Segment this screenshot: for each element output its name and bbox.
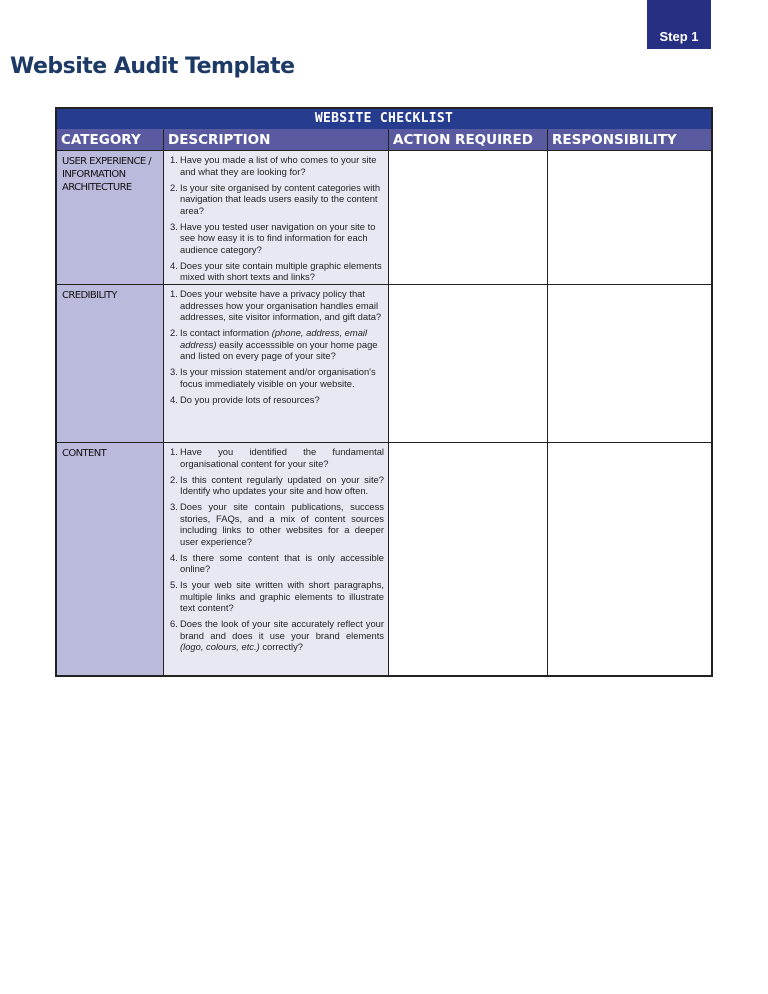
item-text	[180, 154, 384, 177]
item-number: 2.	[170, 327, 178, 338]
item-text-part: Have you tested user navigation on your site to see how easy it is to find information for each audience category?	[180, 220, 376, 255]
item-text-part: Does the look of your site accurately reflect your brand and does it use your brand elements	[180, 618, 384, 641]
item-text	[180, 446, 384, 469]
item-number: 5.	[170, 579, 178, 590]
item-text-part: Is your web site written with short paragraphs, multiple links and graphic elements to illustrate text content?	[180, 579, 384, 613]
item-number: 1.	[170, 446, 178, 457]
page-title: Website Audit Template	[10, 54, 295, 79]
checklist-item	[170, 552, 384, 575]
header-action-required: ACTION REQUIRED	[389, 129, 548, 150]
checklist-item	[170, 394, 384, 406]
category-cell: CONTENT	[57, 443, 164, 675]
item-text-part: Does your site contain publications, success stories, FAQs, and a mix of content sources including links to other websites for a deeper user experience?	[180, 501, 384, 547]
item-text-part: Is this content regularly updated on your site? Identify who updates your site and how often.	[180, 473, 384, 496]
checklist-item	[170, 288, 384, 323]
table-title: WEBSITE CHECKLIST	[57, 109, 711, 129]
responsibility-cell[interactable]	[548, 443, 711, 675]
action-required-cell[interactable]	[389, 151, 548, 284]
description-cell	[164, 151, 389, 284]
checklist-item	[170, 327, 384, 362]
table-header-row	[57, 129, 711, 150]
item-text	[180, 260, 384, 283]
item-number: 2.	[170, 473, 178, 485]
item-number: 4.	[170, 551, 178, 563]
item-text-part: Is your mission statement and/or organisation's focus immediately visible on your website.	[180, 366, 376, 389]
item-number: 4.	[170, 259, 178, 271]
item-text-part: Does your website have a privacy policy that addresses how your organisation handles email addresses, site visitor information, and gift data?	[180, 288, 382, 322]
item-text	[180, 288, 384, 323]
checklist-item	[170, 366, 384, 389]
checklist-item	[170, 579, 384, 614]
checklist-item	[170, 501, 384, 547]
item-text-part: Is your site organised by content categories with navigation that leads users easily to the content area?	[180, 181, 381, 216]
responsibility-cell[interactable]	[548, 151, 711, 284]
description-cell	[164, 285, 389, 442]
checklist-item	[170, 618, 384, 653]
item-text	[180, 394, 384, 406]
item-number: 3.	[170, 220, 178, 232]
item-text-part: Does your site contain multiple graphic elements mixed with short texts and links?	[180, 259, 382, 282]
item-number: 1.	[170, 288, 178, 299]
item-text	[180, 552, 384, 575]
description-cell	[164, 443, 389, 675]
table-row	[57, 442, 711, 675]
item-text	[180, 366, 384, 389]
category-cell: CREDIBILITY	[57, 285, 164, 442]
item-text-part: correctly?	[259, 641, 303, 652]
item-text-part: Have you identified the fundamental organisational content for your site?	[180, 446, 384, 469]
checklist-item	[170, 260, 384, 283]
website-checklist-table	[55, 107, 713, 677]
checklist-item	[170, 446, 384, 469]
header-responsibility: RESPONSIBILITY	[552, 132, 677, 148]
item-text	[180, 579, 384, 614]
item-text-italic: (logo, colours, etc.)	[180, 641, 260, 652]
header-description: DESCRIPTION	[164, 129, 389, 150]
item-text	[180, 501, 384, 547]
step-label: Step 1	[659, 29, 699, 44]
action-required-cell[interactable]	[389, 443, 548, 675]
action-required-cell[interactable]	[389, 285, 548, 442]
category-cell: USER EXPERIENCE / INFORMATION ARCHITECTURE	[57, 151, 164, 284]
item-text	[180, 474, 384, 497]
checklist-item	[170, 221, 384, 256]
table-row	[57, 284, 711, 442]
item-text-part: Is there some content that is only accessible online?	[180, 551, 384, 574]
item-text	[180, 618, 384, 653]
item-text-italic: (phone, address, email address)	[180, 327, 368, 350]
item-text-part: Do you provide lots of resources?	[180, 393, 320, 405]
item-number: 6.	[170, 618, 178, 629]
item-text-part: easily accesssible on your home page and listed on every page of your site?	[180, 338, 378, 361]
item-number: 2.	[170, 181, 178, 193]
checklist-item	[170, 474, 384, 497]
table-row	[57, 150, 711, 284]
checklist-item	[170, 182, 384, 217]
item-text	[180, 182, 384, 217]
item-text-part: Have you made a list of who comes to your site and what they are looking for?	[180, 154, 377, 177]
header-category: CATEGORY	[57, 129, 164, 150]
item-number: 4.	[170, 393, 178, 405]
responsibility-cell[interactable]	[548, 285, 711, 442]
item-text	[180, 221, 384, 256]
item-number: 3.	[170, 366, 178, 377]
item-text	[180, 327, 384, 362]
step-badge	[647, 0, 711, 49]
checklist-item	[170, 154, 384, 177]
item-number: 1.	[170, 154, 178, 165]
item-number: 3.	[170, 501, 178, 512]
item-text-part: Is contact information	[180, 327, 272, 338]
